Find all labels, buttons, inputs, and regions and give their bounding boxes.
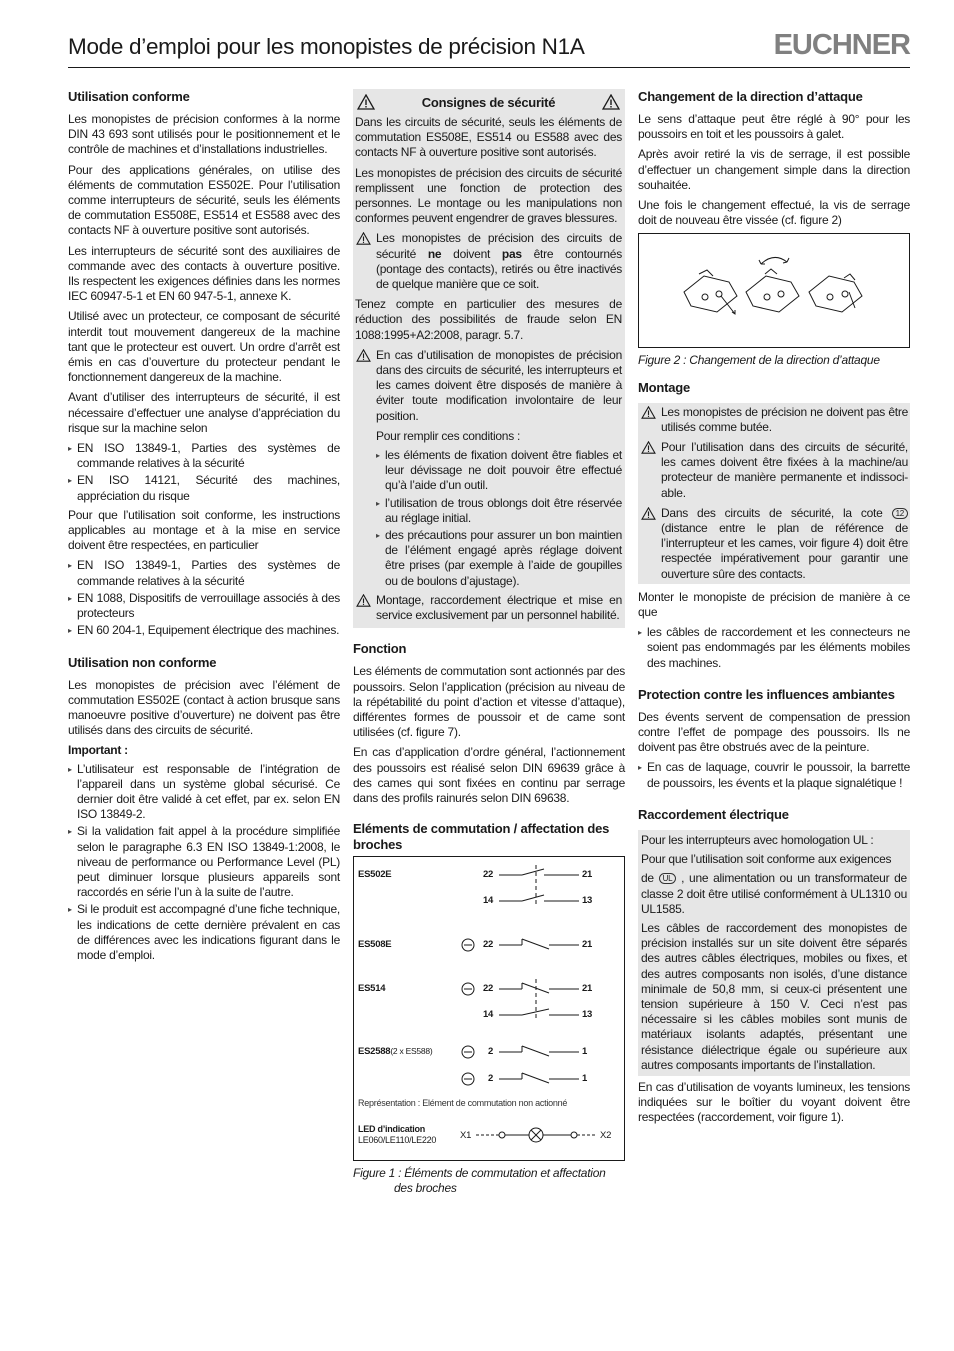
paragraph: Les monopistes de précision avec l’élément de commutation ES502E (contact à action brusque sans manoeuvre positive d’ouverture) ne doivent pas être utilisés dans des circuits de sécurité. <box>68 677 340 738</box>
figure-2-direction-change <box>638 233 910 348</box>
list-item: ▸ EN ISO 13849-1, Parties des systèmes de commande relatives à la sécurité <box>68 441 340 471</box>
column-right <box>638 89 910 1131</box>
ul-mark-icon: UL <box>659 873 677 884</box>
pin-22: 22 <box>483 983 494 995</box>
warning-triangle-icon <box>641 507 656 520</box>
list-item: ▸ L’utilisateur est responsable de l’intégration de l’appareil dans un système global sécurisé. Ce dernier doit être validé à cet effet, par ex. selon EN ISO 13849-2. <box>68 762 340 823</box>
label-es514: ES514 <box>358 983 386 995</box>
dimension-marker: 12 <box>892 508 908 519</box>
pin-14: 14 <box>483 895 494 907</box>
page-header <box>68 29 910 68</box>
paragraph: En cas d’utilisation de voyants lumineux, les tensions indiquées sur le boîtier du voyant doivent être respectées (raccordement, voir figure 1). <box>638 1079 910 1125</box>
list-item: ▸ EN ISO 13849-1, Parties des systèmes de commande relatives à la sécurité <box>68 558 340 588</box>
bullet-list <box>68 441 340 504</box>
heading-protection: Protection contre les influences ambiantes <box>638 686 895 702</box>
heading-fonction: Fonction <box>353 641 407 657</box>
actuator-rotation-illustration <box>639 234 909 347</box>
pin-2: 2 <box>488 1046 494 1058</box>
warning-item: Dans des circuits de sécurité, la cote 12 (distance entre le plan de référence de l’interrupteur et les cames, voir figure 4) doit être respectée impérativement pour garantir une ouverture sûre des contacts. <box>640 506 908 582</box>
bullet-list <box>68 558 340 638</box>
heading-montage: Montage <box>638 379 691 395</box>
warning-triangle-icon <box>641 441 656 454</box>
list-item: ▸ EN ISO 14121, Sécurité des machines, appréciation du risque <box>68 473 340 503</box>
pin-1: 1 <box>582 1073 588 1085</box>
paragraph: Pour que l’utilisation soit conforme, les instructions applicables au montage et à la mise en service doivent être respectées, en particulier <box>68 507 340 553</box>
pin-2: 2 <box>488 1073 494 1085</box>
heading-utilisation-non-conforme: Utilisation non conforme <box>68 654 217 670</box>
paragraph: Les monopistes de précision des circuits de sécurité remplissent une fonction de protection des personnes. Le montage ou les manipulations non conformes peuvent engendrer de graves blessures. <box>355 165 622 226</box>
warning-triangle-icon <box>357 94 375 110</box>
heading-raccordement: Raccordement électrique <box>638 806 789 822</box>
list-item: ▸ EN 60 204-1, Equipement électrique des machines. <box>68 623 340 638</box>
safety-box <box>353 89 625 628</box>
important-label: Important : <box>68 743 128 758</box>
heading-changement-direction: Changement de la direction d’attaque <box>638 89 863 104</box>
warning-item: En cas d’utilisation de monopistes de précision dans des circuits de sécurité, les interrupteurs et les cames doivent être disposés de manière à éviter toute modification involontaire de leur position. <box>355 348 622 424</box>
list-item: ▸ les éléments de fixation doivent être fiables et leur dévissage ne doit pouvoir être effectué qu’à l’aide d’un outil. <box>376 448 622 494</box>
bullet-list <box>638 625 910 671</box>
list-item: ▸ Si le produit est accompagné d’une fiche technique, les indications de cette dernière prévalent en cas de différences avec les indications figurant dans le mode d’emploi. <box>68 902 340 963</box>
paragraph: Les câbles de raccordement des monopistes de précision installés sur un site doivent être séparés des autres câbles électriques, mobiles ou fixes, et des autres composants non isolés, d’une distance minimale de 50,8 mm, si ceux-ci présentent une tension supérieure à 150 V. Ceci n’est pas nécessaire si les câbles mobiles sont munis de matériaux isolants adaptés, présentant une résistance diélectrique égale ou supérieure aux autres composants importants de l’installation. <box>641 920 907 1072</box>
safety-header <box>355 93 622 115</box>
led-models: LE060/LE110/LE220 <box>358 1135 437 1146</box>
pin-22: 22 <box>483 939 494 951</box>
figure-1-caption: Figure 1 : Éléments de commutation et affectation des broches <box>353 1166 606 1196</box>
paragraph: de UL , une alimentation ou un transformateur de classe 2 doit être utilisé conformément à UL1310 ou UL1585. <box>641 871 907 916</box>
paragraph: Après avoir retiré la vis de serrage, il est possible d’effectuer un changement simple dans la direction souhaitée. <box>638 147 910 192</box>
figure-2-caption: Figure 2 : Changement de la direction d’attaque <box>638 353 880 368</box>
conditions-intro: Pour remplir ces conditions : <box>376 428 521 443</box>
warning-triangle-icon <box>641 406 656 419</box>
list-item: ▸ En cas de laquage, couvrir le poussoir, la barrette de poussoirs, les évents et la plaque signalétique ! <box>638 760 910 790</box>
pin-14: 14 <box>483 1009 494 1021</box>
led-title: LED d’indication <box>358 1124 425 1135</box>
column-left <box>68 89 340 967</box>
heading-utilisation-conforme: Utilisation conforme <box>68 89 190 104</box>
label-es508e: ES508E <box>358 939 392 951</box>
heading-elements-commutation: Eléments de commutation / affectation des broches <box>353 821 610 853</box>
paragraph: Pour des applications générales, on utilise des éléments de commutation ES502E. Pour l’utilisation comme interrupteurs de sécurité, seuls les éléments de commutation ES508E, ES514 et ES588 avec des contacts NF à ouverture positive sont autorisés. <box>68 162 340 238</box>
paragraph: Utilisé avec un protecteur, ce composant de sécurité interdit tout mouvement dangereux de la machine tant que le protecteur est ouvert. Un ordre d’arrêt est émis en cas d’ouverture du protecteur pendant le fonctionnement dangereux de la machine. <box>68 309 340 385</box>
label-es2588: ES2588(2 x ES588) <box>358 1046 433 1058</box>
paragraph: Dans les circuits de sécurité, seuls les éléments de commutation ES508E, ES514 ou ES588 avec des contacts NF à ouverture positive sont autorisés. <box>355 115 622 160</box>
ul-requirements-box <box>638 830 910 1076</box>
bullet-list <box>638 760 910 790</box>
warning-triangle-icon <box>356 349 371 362</box>
warning-item: Les monopistes de précision des circuits de sécurité ne doivent pas être contournés (pontage des contacts), retirés ou être inactivés de quelque manière que ce soit. <box>355 231 622 292</box>
list-item: ▸ l’utilisation de trous oblongs doit être réservée au réglage initial. <box>376 496 622 526</box>
conditions-list <box>355 448 622 589</box>
warning-triangle-icon <box>602 94 620 110</box>
paragraph: Avant d’utiliser des interrupteurs de sécurité, il est nécessaire d’effectuer une analyse d’appréciation du risque sur la machine selon <box>68 390 340 435</box>
representation-note: Représentation : Elément de commutation non actionné <box>358 1098 568 1109</box>
paragraph: En cas d’application d’ordre général, l’actionnement des poussoirs est réalisé selon DIN 69639 grâce à des cames qui sont fixées en continu par serrage dans des profils rainurés selon DIN 69638. <box>353 745 625 805</box>
pin-21: 21 <box>582 939 593 951</box>
paragraph: Pour que l’utilisation soit conforme aux exigences <box>641 852 892 867</box>
paragraph: Les interrupteurs de sécurité sont des auxiliaires de commande avec des contacts à ouverture positive. Ils respectent les exigences définies dans les normes IEC 60947-5-1 et EN 60 947-5-1, annexe K. <box>68 243 340 304</box>
warning-triangle-icon <box>356 594 371 607</box>
list-item: ▸ des précautions pour assurer un bon maintien de l’élément engagé après réglage doivent être prises (par exemple à l’aide de goupilles ou de boulons d’ajustage). <box>376 528 622 589</box>
pin-13: 13 <box>582 1009 593 1021</box>
list-item: ▸ Si la validation fait appel à la procédure simplifiée selon le paragraphe 6.3 EN ISO 13849-1:2008, le niveau de performance ou Performance Level (PL) peut diminuer lorsque plusieurs appareils sont raccordés en série l’un à la suite de l’autre. <box>68 824 340 900</box>
warning-item: Montage, raccordement électrique et mise en service exclusivement par un personnel habilité. <box>355 593 622 623</box>
pin-13: 13 <box>582 895 593 907</box>
euchner-logo: EUCHNER <box>773 29 910 61</box>
paragraph: Tenez compte en particulier des mesures de réduction des possibilités de fraude selon EN 1088:1995+A2:2008, paragr. 5.7. <box>355 297 622 342</box>
pin-21: 21 <box>582 983 593 995</box>
paragraph: Les monopistes de précision conformes à la norme DIN 43 693 sont utilisés pour le positionnement et le contrôle de machines et d’installations industrielles. <box>68 112 340 157</box>
paragraph: Une fois le changement effectué, la vis de serrage doit de nouveau être vissée (cf. figure 2) <box>638 198 910 228</box>
bullet-list <box>68 762 340 964</box>
warning-item: Pour l’utilisation dans des circuits de sécurité, les cames doivent être fixées à la machine/au protecteur de manière permanente et indissoci-able. <box>640 440 908 501</box>
montage-warning-box <box>638 403 910 584</box>
pin-22: 22 <box>483 869 494 881</box>
pin-1: 1 <box>582 1046 588 1058</box>
warning-item: Les monopistes de précision ne doivent pas être utilisés comme butée. <box>640 405 908 435</box>
figure-1-switching-elements <box>353 856 625 1161</box>
paragraph: Les éléments de commutation sont actionnés par des poussoirs. Selon l’application (précision au niveau de la répétabilité du point d’action et vitesse d’attaque), différentes formes de poussoir et de came sont utilisées (cf. figure 7). <box>353 664 625 740</box>
pin-21: 21 <box>582 869 593 881</box>
paragraph: Le sens d’attaque peut être réglé à 90° pour les poussoirs en toit et les poussoirs à galet. <box>638 112 910 142</box>
terminal-x1: X1 <box>460 1130 472 1142</box>
list-item: ▸ EN 1088, Dispositifs de verrouillage associés à des protecteurs <box>68 591 340 621</box>
paragraph: Pour les interrupteurs avec homologation UL : <box>641 832 874 847</box>
paragraph: Des évents servent de compensation de pression contre l’effet de pompage des poussoirs. Ils ne doivent pas être obstrués avec de la peinture. <box>638 709 910 755</box>
page-title: Mode d’emploi pour les monopistes de précision N1A <box>68 34 585 59</box>
label-es502e: ES502E <box>358 869 392 881</box>
warning-triangle-icon <box>356 232 371 245</box>
terminal-x2: X2 <box>600 1130 612 1142</box>
column-middle <box>353 89 625 1197</box>
safety-title: Consignes de sécurité <box>421 95 556 110</box>
paragraph: Monter le monopiste de précision de manière à ce que <box>638 589 910 620</box>
list-item: ▸ les câbles de raccordement et les connecteurs ne soient pas endommagés par les éléments mobiles des machines. <box>638 625 910 671</box>
